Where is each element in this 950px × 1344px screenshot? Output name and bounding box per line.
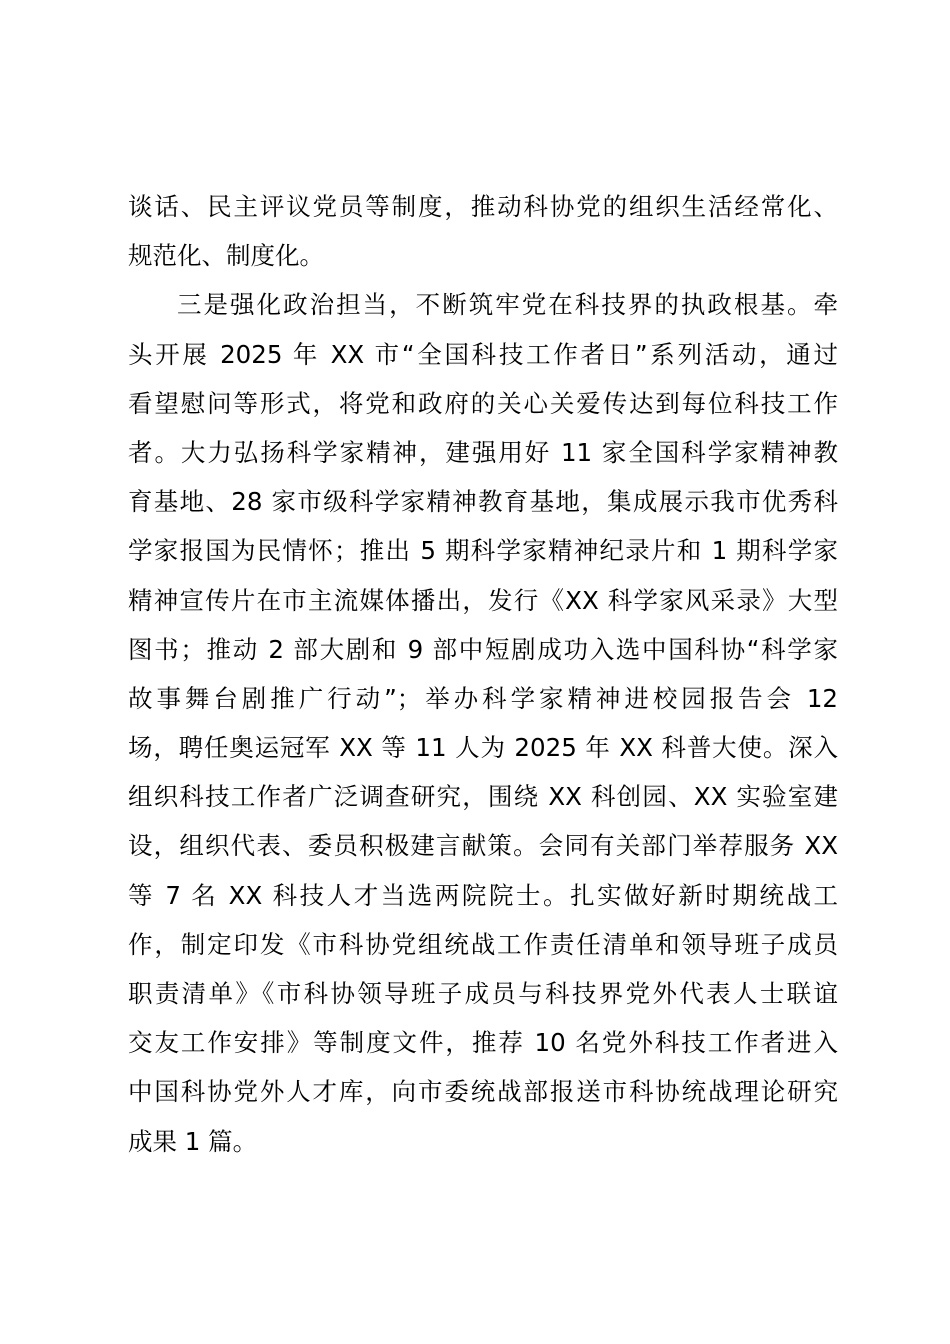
text-line: 规范化、制度化。 <box>128 241 324 271</box>
text-line: 场，聘任奥运冠军 XX 等 11 人为 2025 年 XX 科普大使。深入 <box>128 733 838 763</box>
text-line: 故事舞台剧推广行动”；举办科学家精神进校园报告会 12 <box>128 683 838 713</box>
paragraph-2-political-responsibility <box>128 280 838 1165</box>
text-line: 职责清单》《市科协领导班子成员与科技界党外代表人士联谊 <box>128 979 838 1008</box>
paragraph-1-continued <box>128 182 838 280</box>
text-line: 组织科技工作者广泛调查研究，围绕 XX 科创园、XX 实验室建 <box>128 782 838 812</box>
text-line: 看望慰问等形式，将党和政府的关心关爱传达到每位科技工作 <box>128 388 838 418</box>
text-line: 作，制定印发《市科协党组统战工作责任清单和领导班子成员 <box>128 929 838 959</box>
document-body <box>128 182 838 1166</box>
text-line: 图书；推动 2 部大剧和 9 部中短剧成功入选中国科协“科学家 <box>128 634 838 664</box>
text-line: 精神宣传片在市主流媒体播出，发行《XX 科学家风采录》大型 <box>128 585 838 615</box>
paragraph-first-line: 三是强化政治担当，不断筑牢党在科技界的执政根基。牵 <box>177 290 838 320</box>
text-line: 谈话、民主评议党员等制度，推动科协党的组织生活经常化、 <box>128 192 838 221</box>
text-line: 成果 1 篇。 <box>128 1126 258 1156</box>
text-line: 学家报国为民情怀；推出 5 期科学家精神纪录片和 1 期科学家 <box>128 536 838 566</box>
text-line: 头开展 2025 年 XX 市“全国科技工作者日”系列活动，通过 <box>128 339 838 369</box>
text-line: 交友工作安排》等制度文件，推荐 10 名党外科技工作者进入 <box>128 1028 838 1058</box>
text-line: 者。大力弘扬科学家精神，建强用好 11 家全国科学家精神教 <box>128 437 838 467</box>
text-line: 中国科协党外人才库，向市委统战部报送市科协统战理论研究 <box>128 1077 838 1107</box>
text-line: 设，组织代表、委员积极建言献策。会同有关部门举荐服务 XX <box>128 831 838 861</box>
text-line: 育基地、28 家市级科学家精神教育基地，集成展示我市优秀科 <box>128 487 838 517</box>
text-line: 等 7 名 XX 科技人才当选两院院士。扎实做好新时期统战工 <box>128 880 838 910</box>
